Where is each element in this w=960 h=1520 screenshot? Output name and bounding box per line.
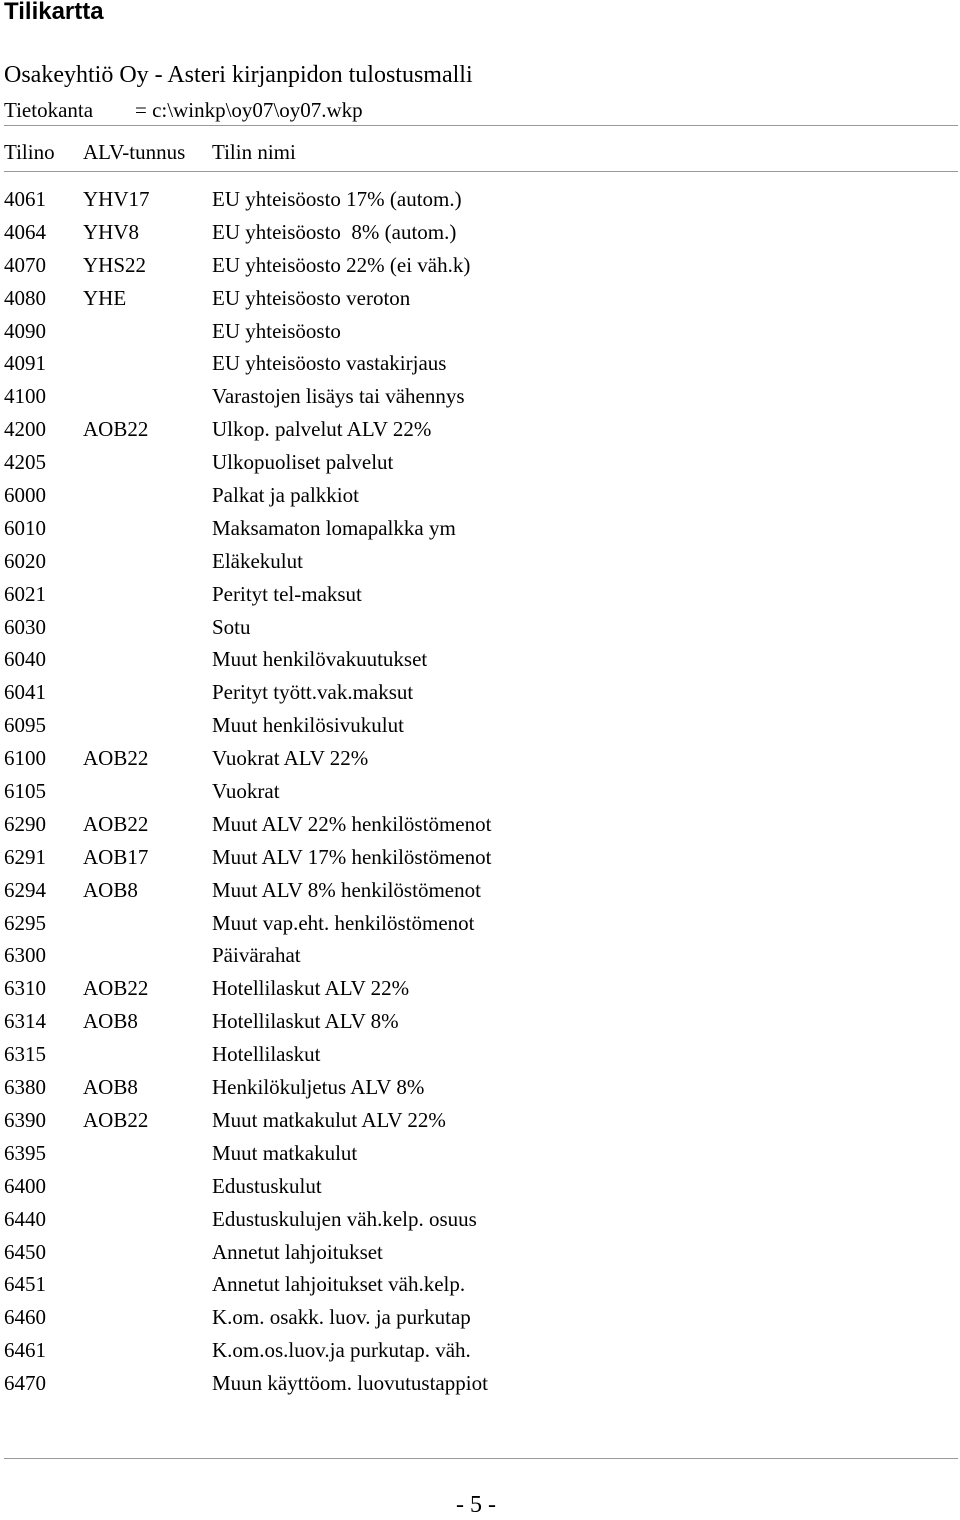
account-number: 4205 [4, 450, 46, 475]
account-number: 6295 [4, 910, 46, 935]
account-name: Muut matkakulut ALV 22% [212, 1107, 446, 1132]
account-name: Päivärahat [212, 943, 301, 968]
table-row [4, 1203, 954, 1236]
table-row [4, 808, 954, 841]
alv-code: AOB8 [83, 877, 138, 902]
table-row [4, 479, 954, 512]
table-row [4, 249, 954, 282]
account-name: Varastojen lisäys tai vähennys [212, 384, 465, 409]
page-number: - 5 - [456, 1492, 496, 1518]
table-row [4, 282, 954, 315]
table-row [4, 742, 954, 775]
divider-top [4, 125, 958, 126]
table-row [4, 1268, 954, 1301]
account-number: 6291 [4, 844, 46, 869]
account-name: Muut henkilösivukulut [212, 713, 404, 738]
account-number: 4070 [4, 252, 46, 277]
table-row [4, 347, 954, 380]
alv-code: YHV8 [83, 219, 139, 244]
account-name: EU yhteisöosto veroton [212, 285, 411, 310]
account-number: 6290 [4, 811, 46, 836]
account-name: EU yhteisöosto 17% (autom.) [212, 187, 462, 211]
table-row [4, 1137, 954, 1170]
account-name: Ulkopuoliset palvelut [212, 450, 394, 475]
alv-code: AOB22 [83, 417, 149, 442]
account-number: 6040 [4, 647, 46, 672]
account-number: 6010 [4, 515, 46, 540]
alv-code: YHE [83, 285, 127, 310]
account-number: 4200 [4, 417, 46, 442]
account-name: EU yhteisöosto [212, 318, 341, 343]
account-name: Hotellilaskut ALV 22% [212, 976, 410, 1001]
table-row [4, 446, 954, 479]
account-name: Edustuskulujen väh.kelp. osuus [212, 1206, 477, 1231]
account-number: 6041 [4, 680, 46, 705]
table-row [4, 874, 954, 907]
account-name: Annetut lahjoitukset väh.kelp. [212, 1272, 466, 1297]
alv-code: YHS22 [83, 252, 147, 277]
header-alv-tunnus: ALV-tunnus [83, 140, 186, 164]
alv-code: AOB22 [83, 1107, 149, 1132]
alv-code: YHV17 [83, 187, 150, 211]
account-number: 6300 [4, 943, 46, 968]
account-number: 6451 [4, 1272, 46, 1297]
table-row [4, 775, 954, 808]
table-row [4, 1005, 954, 1038]
account-name: Edustuskulut [212, 1173, 322, 1198]
table-row [4, 1104, 954, 1137]
account-number: 6395 [4, 1140, 46, 1165]
account-name: Sotu [212, 614, 251, 639]
account-number: 6030 [4, 614, 46, 639]
table-row [4, 1071, 954, 1104]
company-heading: Osakeyhtiö Oy - Asteri kirjanpidon tulostusmalli [4, 62, 473, 88]
account-number: 4080 [4, 285, 46, 310]
table-row [4, 939, 954, 972]
account-number: 6310 [4, 976, 46, 1001]
alv-code: AOB22 [83, 811, 149, 836]
table-row [4, 1236, 954, 1269]
account-name: Muut ALV 22% henkilöstömenot [212, 811, 492, 836]
account-number: 6021 [4, 581, 46, 606]
table-row [4, 578, 954, 611]
account-number: 4090 [4, 318, 46, 343]
account-name: Vuokrat [212, 779, 280, 804]
account-name: K.om. osakk. luov. ja purkutap [212, 1305, 471, 1330]
divider-header [4, 171, 958, 172]
account-number: 6314 [4, 1009, 46, 1034]
divider-bottom [4, 1458, 958, 1459]
table-row [4, 1367, 954, 1400]
alv-code: AOB8 [83, 1075, 138, 1100]
account-name: Eläkekulut [212, 548, 303, 573]
database-path: = c:\winkp\oy07\oy07.wkp [135, 98, 363, 122]
table-row [4, 709, 954, 742]
account-name: Perityt tyött.vak.maksut [212, 680, 414, 705]
account-name: Muut ALV 17% henkilöstömenot [212, 844, 492, 869]
account-name: Muun käyttöom. luovutustappiot [212, 1371, 488, 1396]
account-number: 6095 [4, 713, 46, 738]
account-number: 6315 [4, 1042, 46, 1067]
account-name: Ulkop. palvelut ALV 22% [212, 417, 432, 442]
account-number: 6440 [4, 1206, 46, 1231]
account-name: K.om.os.luov.ja purkutap. väh. [212, 1338, 471, 1363]
table-row [4, 1301, 954, 1334]
account-number: 6000 [4, 483, 46, 508]
account-number: 4061 [4, 187, 46, 211]
account-number: 4091 [4, 351, 46, 376]
table-row [4, 972, 954, 1005]
account-name: Henkilökuljetus ALV 8% [212, 1075, 425, 1100]
account-name: EU yhteisöosto vastakirjaus [212, 351, 447, 376]
alv-code: AOB22 [83, 746, 149, 771]
account-name: Hotellilaskut ALV 8% [212, 1009, 399, 1034]
account-number: 4100 [4, 384, 46, 409]
account-name: Hotellilaskut [212, 1042, 321, 1067]
table-row [4, 676, 954, 709]
account-name: Palkat ja palkkiot [212, 483, 359, 508]
account-number: 6450 [4, 1239, 46, 1264]
account-number: 6390 [4, 1107, 46, 1132]
header-tilin-nimi: Tilin nimi [212, 140, 296, 164]
table-row [4, 216, 954, 249]
table-header [4, 138, 954, 166]
account-number: 6105 [4, 779, 46, 804]
alv-code: AOB8 [83, 1009, 138, 1034]
account-number: 6100 [4, 746, 46, 771]
alv-code: AOB22 [83, 976, 149, 1001]
table-row [4, 315, 954, 348]
document-title: Tilikartta [4, 0, 104, 25]
account-name: Annetut lahjoitukset [212, 1239, 383, 1264]
database-label: Tietokanta [4, 98, 94, 122]
table-row [4, 907, 954, 940]
account-table-body [4, 183, 954, 1400]
account-name: Muut ALV 8% henkilöstömenot [212, 877, 481, 902]
account-number: 6460 [4, 1305, 46, 1330]
table-row [4, 643, 954, 676]
table-row [4, 512, 954, 545]
table-row [4, 413, 954, 446]
account-name: Perityt tel-maksut [212, 581, 362, 606]
account-name: Muut matkakulut [212, 1140, 358, 1165]
account-name: Muut vap.eht. henkilöstömenot [212, 910, 475, 935]
table-row [4, 1038, 954, 1071]
table-row [4, 611, 954, 644]
account-number: 6461 [4, 1338, 46, 1363]
table-row [4, 183, 954, 216]
account-number: 6470 [4, 1371, 46, 1396]
account-name: Maksamaton lomapalkka ym [212, 515, 456, 540]
account-number: 4064 [4, 219, 46, 244]
table-row [4, 1170, 954, 1203]
table-row [4, 841, 954, 874]
table-row [4, 380, 954, 413]
account-number: 6400 [4, 1173, 46, 1198]
alv-code: AOB17 [83, 844, 149, 869]
account-name: EU yhteisöosto 22% (ei väh.k) [212, 252, 471, 277]
account-name: Vuokrat ALV 22% [212, 746, 369, 771]
table-row [4, 545, 954, 578]
header-tilino: Tilino [4, 140, 55, 164]
account-name: EU yhteisöosto 8% (autom.) [212, 219, 457, 244]
account-number: 6380 [4, 1075, 46, 1100]
account-number: 6294 [4, 877, 46, 902]
account-name: Muut henkilövakuutukset [212, 647, 428, 672]
account-number: 6020 [4, 548, 46, 573]
table-row [4, 1334, 954, 1367]
